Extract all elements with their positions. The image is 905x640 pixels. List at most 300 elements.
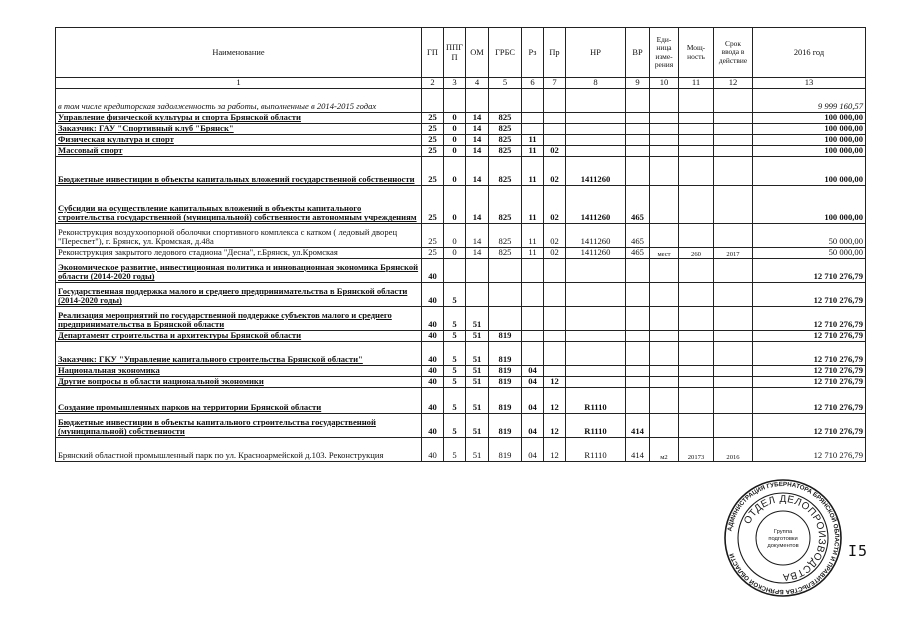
cell-amount: 12 710 276,79 [753,283,866,307]
cell-pr: 02 [544,157,566,186]
col-num: 1 [56,78,422,89]
cell-vr [626,124,650,135]
cell-grbs [489,259,522,283]
cell-rz: 04 [522,388,544,414]
cell-om: 51 [466,307,489,331]
cell-amount: 12 710 276,79 [753,307,866,331]
cell-grbs: 825 [489,113,522,124]
cell-term [714,377,753,388]
cell-gp: 40 [422,377,444,388]
cell-power [679,224,714,248]
cell-vr [626,89,650,113]
header-om: ОМ [466,28,489,78]
cell-gp: 25 [422,224,444,248]
cell-unit [650,157,679,186]
cell-unit: м2 [650,438,679,462]
office-stamp [723,478,843,598]
table-row [56,186,866,224]
cell-term [714,135,753,146]
cell-name: Заказчик: ГАУ "Спортивный клуб "Брянск" [56,124,422,135]
cell-nr [566,366,626,377]
cell-ppgp: 5 [444,366,466,377]
page-number: I5 [848,542,869,560]
cell-ppgp: 5 [444,283,466,307]
cell-om: 51 [466,342,489,366]
cell-amount: 12 710 276,79 [753,377,866,388]
cell-ppgp: 5 [444,377,466,388]
cell-unit [650,135,679,146]
cell-nr [566,135,626,146]
cell-term [714,157,753,186]
col-num: 4 [466,78,489,89]
table-row [56,366,866,377]
cell-amount: 100 000,00 [753,135,866,146]
cell-unit [650,259,679,283]
col-num: 8 [566,78,626,89]
cell-pr [544,331,566,342]
cell-term [714,283,753,307]
cell-power [679,283,714,307]
cell-grbs: 819 [489,366,522,377]
cell-vr [626,388,650,414]
cell-term [714,186,753,224]
table-row [56,259,866,283]
cell-om: 14 [466,135,489,146]
cell-om [466,283,489,307]
stamp-ring-text: АДМИНИСТРАЦИЯ ГУБЕРНАТОРА БРЯНСКОЙ ОБЛАСТИ И ПРАВИТЕЛЬСТВА БРЯНСКОЙ ОБЛАСТИ [726,480,841,596]
table-row [56,248,866,259]
cell-rz: 11 [522,186,544,224]
cell-power: 260 [679,248,714,259]
cell-power [679,414,714,438]
cell-pr [544,259,566,283]
cell-om: 51 [466,331,489,342]
col-num: 7 [544,78,566,89]
cell-nr: R1110 [566,438,626,462]
cell-rz: 11 [522,146,544,157]
cell-term: 2016 [714,438,753,462]
cell-power [679,135,714,146]
cell-pr: 02 [544,146,566,157]
cell-name: Другие вопросы в области национальной экономики [56,377,422,388]
cell-unit: мест [650,248,679,259]
cell-ppgp: 5 [444,342,466,366]
cell-pr: 12 [544,377,566,388]
cell-pr [544,366,566,377]
cell-gp: 25 [422,186,444,224]
cell-rz [522,259,544,283]
cell-term: 2017 [714,248,753,259]
cell-power [679,259,714,283]
cell-om: 14 [466,224,489,248]
cell-ppgp: 5 [444,438,466,462]
cell-power [679,388,714,414]
cell-amount: 12 710 276,79 [753,366,866,377]
cell-pr: 02 [544,248,566,259]
table-row [56,224,866,248]
cell-name: Бюджетные инвестиции в объекты капитальных вложений государственной собственности [56,157,422,186]
cell-amount: 50 000,00 [753,248,866,259]
cell-power [679,377,714,388]
cell-nr: 1411260 [566,248,626,259]
header-rz: Рз [522,28,544,78]
cell-om: 14 [466,124,489,135]
cell-nr [566,283,626,307]
cell-amount: 12 710 276,79 [753,438,866,462]
cell-unit [650,146,679,157]
header-ppgp: ППГ П [444,28,466,78]
cell-grbs: 819 [489,342,522,366]
header-term: Срок ввода в действие [714,28,753,78]
cell-name: Реконструкция воздухоопорной оболочки спортивного комплекса с катком ( ледовый дворец "Пересвет"), г. Брянск, ул. Кромская, д.48а [56,224,422,248]
cell-ppgp: 0 [444,224,466,248]
col-num: 11 [679,78,714,89]
cell-vr [626,307,650,331]
cell-nr: R1110 [566,414,626,438]
cell-unit [650,113,679,124]
cell-amount: 12 710 276,79 [753,259,866,283]
cell-nr [566,377,626,388]
cell-vr [626,135,650,146]
cell-om: 14 [466,157,489,186]
cell-pr [544,135,566,146]
cell-om: 51 [466,377,489,388]
cell-unit [650,377,679,388]
col-num: 9 [626,78,650,89]
cell-pr [544,124,566,135]
table-row [56,331,866,342]
cell-ppgp: 0 [444,146,466,157]
cell-gp: 25 [422,135,444,146]
cell-ppgp [444,259,466,283]
cell-om: 51 [466,438,489,462]
cell-amount: 12 710 276,79 [753,414,866,438]
header-vr: ВР [626,28,650,78]
cell-nr [566,89,626,113]
cell-name: Реализация мероприятий по государственной поддержке субъектов малого и среднего предпринимательства в Брянской области [56,307,422,331]
cell-grbs: 819 [489,388,522,414]
cell-nr [566,124,626,135]
cell-nr: 1411260 [566,224,626,248]
stamp-group-line-3: документов [767,543,799,549]
cell-vr [626,366,650,377]
cell-rz: 11 [522,248,544,259]
cell-name: в том числе кредиторская задолженность за работы, выполненные в 2014-2015 годах [56,89,422,113]
cell-rz [522,307,544,331]
col-num: 6 [522,78,544,89]
cell-gp: 40 [422,438,444,462]
cell-term [714,124,753,135]
cell-power [679,342,714,366]
cell-vr: 414 [626,414,650,438]
cell-amount: 100 000,00 [753,157,866,186]
col-num: 2 [422,78,444,89]
cell-unit [650,89,679,113]
col-num: 5 [489,78,522,89]
cell-name: Департамент строительства и архитектуры Брянской области [56,331,422,342]
cell-term [714,388,753,414]
cell-name: Реконструкция закрытого ледового стадиона "Десна", г.Брянск, ул.Кромская [56,248,422,259]
cell-nr [566,307,626,331]
cell-vr: 465 [626,224,650,248]
cell-gp: 25 [422,124,444,135]
cell-grbs: 825 [489,186,522,224]
budget-table [55,27,866,462]
table-row [56,113,866,124]
cell-unit [650,331,679,342]
cell-power [679,113,714,124]
header-power: Мощ- ность [679,28,714,78]
cell-gp: 40 [422,342,444,366]
cell-grbs: 819 [489,331,522,342]
table-row [56,124,866,135]
cell-gp: 25 [422,157,444,186]
cell-term [714,331,753,342]
cell-unit [650,342,679,366]
cell-ppgp: 0 [444,124,466,135]
cell-nr: R1110 [566,388,626,414]
cell-ppgp: 0 [444,186,466,224]
cell-power [679,146,714,157]
cell-vr [626,157,650,186]
cell-om: 14 [466,113,489,124]
cell-nr: 1411260 [566,186,626,224]
cell-grbs: 819 [489,438,522,462]
cell-ppgp [444,89,466,113]
cell-term [714,113,753,124]
cell-rz [522,89,544,113]
cell-term [714,342,753,366]
cell-name: Физическая культура и спорт [56,135,422,146]
header-row [56,28,866,78]
cell-rz [522,283,544,307]
cell-rz: 04 [522,414,544,438]
header-gp: ГП [422,28,444,78]
cell-amount: 12 710 276,79 [753,331,866,342]
cell-name: Национальная экономика [56,366,422,377]
cell-vr: 465 [626,186,650,224]
table-row [56,146,866,157]
cell-amount: 9 999 160,57 [753,89,866,113]
cell-gp: 40 [422,366,444,377]
table-row [56,377,866,388]
cell-om: 51 [466,414,489,438]
cell-om: 14 [466,146,489,157]
col-num: 3 [444,78,466,89]
cell-rz: 04 [522,377,544,388]
cell-power [679,366,714,377]
cell-ppgp: 0 [444,113,466,124]
table-row [56,438,866,462]
cell-nr [566,113,626,124]
cell-pr: 12 [544,414,566,438]
cell-gp [422,89,444,113]
cell-power: 20173 [679,438,714,462]
cell-rz [522,113,544,124]
cell-om: 14 [466,248,489,259]
header-name: Наименование [56,28,422,78]
cell-vr [626,283,650,307]
cell-ppgp: 0 [444,157,466,186]
column-number-row [56,78,866,89]
cell-name: Массовый спорт [56,146,422,157]
cell-vr [626,113,650,124]
cell-om: 51 [466,366,489,377]
cell-vr [626,331,650,342]
cell-nr [566,331,626,342]
table-row [56,283,866,307]
cell-unit [650,186,679,224]
cell-pr: 12 [544,388,566,414]
cell-rz [522,331,544,342]
cell-ppgp: 0 [444,135,466,146]
cell-om [466,89,489,113]
cell-grbs: 825 [489,157,522,186]
cell-pr [544,113,566,124]
cell-amount: 12 710 276,79 [753,342,866,366]
cell-power [679,331,714,342]
stamp-group-line-2: подготовки [768,536,798,542]
table-row [56,414,866,438]
cell-vr [626,377,650,388]
cell-unit [650,283,679,307]
cell-vr: 414 [626,438,650,462]
cell-name: Бюджетные инвестиции в объекты капитального строительства государственной (муниципальной) собственности [56,414,422,438]
cell-term [714,414,753,438]
cell-unit [650,366,679,377]
col-num: 13 [753,78,866,89]
cell-ppgp: 5 [444,307,466,331]
header-grbs: ГРБС [489,28,522,78]
cell-gp: 40 [422,307,444,331]
table-row [56,388,866,414]
cell-power [679,307,714,331]
cell-pr [544,283,566,307]
cell-power [679,89,714,113]
cell-pr [544,307,566,331]
stamp-dept-text: ОТДЕЛ ДЕЛОПРОИЗВОДСТВА [742,493,828,583]
cell-gp: 25 [422,113,444,124]
cell-amount: 100 000,00 [753,124,866,135]
cell-unit [650,124,679,135]
cell-unit [650,388,679,414]
cell-term [714,366,753,377]
cell-ppgp: 0 [444,248,466,259]
cell-grbs: 819 [489,377,522,388]
cell-pr [544,89,566,113]
header-pr: Пр [544,28,566,78]
header-unit: Еди- ница изме- рения [650,28,679,78]
cell-power [679,124,714,135]
cell-term [714,146,753,157]
cell-grbs [489,307,522,331]
cell-grbs: 825 [489,146,522,157]
cell-grbs: 819 [489,414,522,438]
cell-amount: 100 000,00 [753,186,866,224]
cell-term [714,259,753,283]
cell-nr [566,146,626,157]
col-num: 12 [714,78,753,89]
cell-pr [544,342,566,366]
table-row [56,157,866,186]
cell-nr [566,342,626,366]
cell-vr [626,146,650,157]
cell-ppgp: 5 [444,414,466,438]
cell-rz [522,342,544,366]
cell-pr: 02 [544,186,566,224]
cell-rz: 11 [522,135,544,146]
cell-ppgp: 5 [444,331,466,342]
cell-unit [650,307,679,331]
cell-power [679,186,714,224]
stamp-group-line-1: Группа [773,529,793,535]
cell-term [714,89,753,113]
cell-om [466,259,489,283]
cell-amount: 100 000,00 [753,146,866,157]
cell-nr: 1411260 [566,157,626,186]
table-row [56,307,866,331]
cell-name: Государственная поддержка малого и среднего предпринимательства в Брянской области (2014-2020 годы) [56,283,422,307]
cell-name: Экономическое развитие, инвестиционная политика и инновационная экономика Брянской области (2014-2020 годы) [56,259,422,283]
cell-vr [626,259,650,283]
cell-term [714,307,753,331]
cell-nr [566,259,626,283]
cell-amount: 50 000,00 [753,224,866,248]
cell-vr [626,342,650,366]
cell-rz: 04 [522,438,544,462]
cell-gp: 40 [422,283,444,307]
header-nr: НР [566,28,626,78]
cell-pr: 02 [544,224,566,248]
cell-unit [650,414,679,438]
cell-rz: 11 [522,157,544,186]
cell-grbs [489,283,522,307]
header-year: 2016 год [753,28,866,78]
cell-gp: 40 [422,414,444,438]
cell-gp: 40 [422,331,444,342]
cell-amount: 12 710 276,79 [753,388,866,414]
cell-pr: 12 [544,438,566,462]
table-row [56,89,866,113]
cell-name: Брянский областной промышленный парк по ул. Красноармейской д.103. Реконструкция [56,438,422,462]
cell-gp: 25 [422,146,444,157]
col-num: 10 [650,78,679,89]
cell-power [679,157,714,186]
cell-grbs [489,89,522,113]
cell-term [714,224,753,248]
cell-amount: 100 000,00 [753,113,866,124]
cell-grbs: 825 [489,248,522,259]
cell-rz: 11 [522,224,544,248]
cell-om: 51 [466,388,489,414]
cell-vr: 465 [626,248,650,259]
cell-grbs: 825 [489,124,522,135]
cell-gp: 25 [422,248,444,259]
cell-rz: 04 [522,366,544,377]
cell-name: Управление физической культуры и спорта Брянской области [56,113,422,124]
cell-gp: 40 [422,388,444,414]
cell-om: 14 [466,186,489,224]
table-row [56,135,866,146]
table-row [56,342,866,366]
cell-rz [522,124,544,135]
cell-name: Заказчик: ГКУ "Управление капитального строительства Брянской области" [56,342,422,366]
cell-name: Создание промышленных парков на территории Брянской области [56,388,422,414]
cell-name: Субсидии на осуществление капитальных вложений в объекты капитального строительства государственной (муниципальной) собственности автономным учреждениям [56,186,422,224]
cell-grbs: 825 [489,135,522,146]
cell-ppgp: 5 [444,388,466,414]
cell-grbs: 825 [489,224,522,248]
